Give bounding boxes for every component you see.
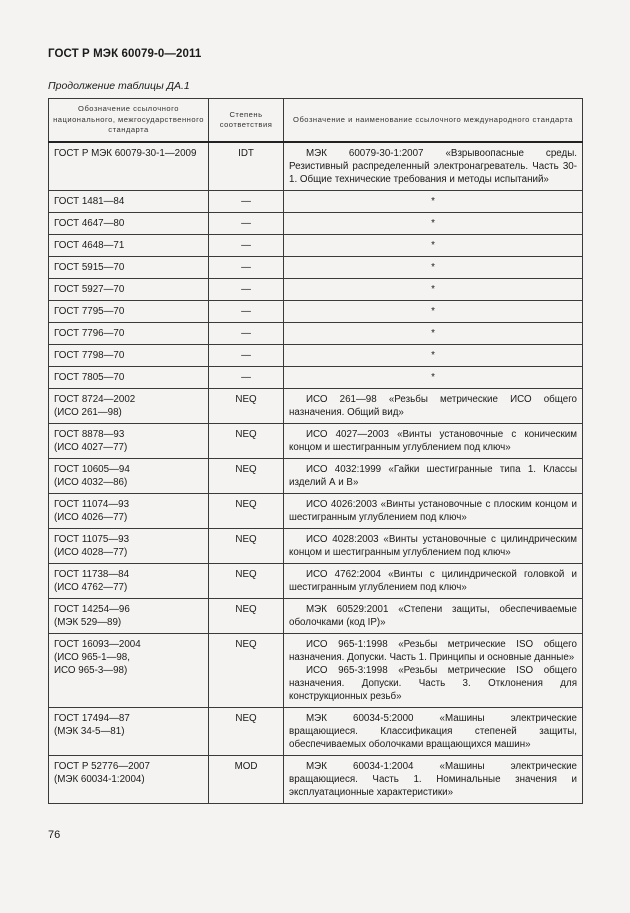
table-row: [49, 323, 583, 345]
table-continuation-caption: Продолжение таблицы ДА.1: [48, 80, 190, 92]
national-standard-line: ИСО 965-3—98): [54, 665, 128, 676]
national-standard-line: (МЭК 529—89): [54, 617, 122, 628]
national-standard-cell: [49, 323, 209, 345]
national-standard-cell: [49, 389, 209, 424]
national-standard-cell: [49, 564, 209, 599]
table-row: [49, 756, 583, 804]
national-standard-line: (ИСО 4028—77): [54, 547, 128, 558]
international-standard-text: ИСО 4026:2003 «Винты установочные с плоским концом и шестигранным углублением под ключ»: [289, 499, 577, 523]
national-standard-line: ГОСТ 8724—2002: [54, 394, 136, 405]
national-standard-cell: [49, 494, 209, 529]
international-standard-cell: [284, 424, 583, 459]
table-row: [49, 708, 583, 756]
national-standard-cell: [49, 301, 209, 323]
national-standard-line: (ИСО 4762—77): [54, 582, 128, 593]
table-row: [49, 459, 583, 494]
table-row: [49, 424, 583, 459]
national-standard-cell: [49, 213, 209, 235]
international-standard-text: *: [431, 218, 435, 229]
national-standard-line: ГОСТ 16093—2004: [54, 639, 141, 650]
table-row: [49, 367, 583, 389]
national-standard-line: (ИСО 4032—86): [54, 477, 128, 488]
national-standard-cell: [49, 367, 209, 389]
international-standard-text: *: [431, 350, 435, 361]
international-standard-cell: [284, 708, 583, 756]
international-standard-text: ИСО 965-1:1998 «Резьбы метрические ISO общего назначения. Допуски. Часть 1. Принципы и основные данные»: [289, 639, 577, 663]
table-row: [49, 389, 583, 424]
national-standard-line: ГОСТ 4648—71: [54, 240, 125, 251]
national-standard-line: (ИСО 261—98): [54, 407, 122, 418]
national-standard-line: ГОСТ 14254—96: [54, 604, 130, 615]
international-standard-cell: [284, 756, 583, 804]
table-row: [49, 257, 583, 279]
national-standard-cell: [49, 279, 209, 301]
degree-of-conformity-cell: NEQ: [209, 424, 284, 459]
degree-of-conformity-cell: NEQ: [209, 459, 284, 494]
international-standard-text: *: [431, 262, 435, 273]
national-standard-cell: [49, 529, 209, 564]
national-standard-cell: [49, 459, 209, 494]
national-standard-line: ГОСТ 11075—93: [54, 534, 130, 545]
degree-of-conformity-cell: NEQ: [209, 708, 284, 756]
national-standard-line: (ИСО 4026—77): [54, 512, 128, 523]
national-standard-line: ГОСТ 5927—70: [54, 284, 125, 295]
national-standard-line: ГОСТ 4647—80: [54, 218, 125, 229]
international-standard-cell: [284, 213, 583, 235]
national-standard-cell: [49, 756, 209, 804]
national-standard-line: ГОСТ 11074—93: [54, 499, 130, 510]
degree-of-conformity-cell: NEQ: [209, 389, 284, 424]
table-row: [49, 599, 583, 634]
international-standard-text: ИСО 261—98 «Резьбы метрические ИСО общего назначения. Общий вид»: [289, 394, 577, 418]
document-title: ГОСТ Р МЭК 60079-0—2011: [48, 48, 202, 60]
international-standard-cell: [284, 345, 583, 367]
column-header-degree: Степень соответствия: [209, 99, 284, 143]
national-standard-line: (МЭК 34-5—81): [54, 726, 125, 737]
table-row: [49, 564, 583, 599]
table-row: [49, 301, 583, 323]
international-standard-text: *: [431, 196, 435, 207]
national-standard-line: ГОСТ 7795—70: [54, 306, 125, 317]
table-row: [49, 279, 583, 301]
degree-of-conformity-cell: NEQ: [209, 599, 284, 634]
national-standard-cell: [49, 235, 209, 257]
national-standard-line: ГОСТ 1481—84: [54, 196, 125, 207]
national-standard-line: (ИСО 4027—77): [54, 442, 128, 453]
column-header-national: Обозначение ссылочного национального, межгосударственного стандарта: [49, 99, 209, 143]
references-table: [48, 98, 583, 804]
degree-of-conformity-cell: —: [209, 191, 284, 213]
national-standard-line: ГОСТ 5915—70: [54, 262, 125, 273]
international-standard-cell: [284, 599, 583, 634]
international-standard-text: *: [431, 372, 435, 383]
international-standard-cell: [284, 323, 583, 345]
national-standard-cell: [49, 257, 209, 279]
international-standard-text: ИСО 4027—2003 «Винты установочные с коническим концом и шестигранным углублением под ключ»: [289, 429, 577, 453]
table-body: [49, 142, 583, 804]
degree-of-conformity-cell: —: [209, 235, 284, 257]
table-header-row: [49, 99, 583, 143]
national-standard-line: ГОСТ 11738—84: [54, 569, 130, 580]
international-standard-text: ИСО 4028:2003 «Винты установочные с цилиндрическим концом и шестигранным углублением под ключ»: [289, 534, 577, 558]
degree-of-conformity-cell: —: [209, 301, 284, 323]
table-row: [49, 213, 583, 235]
international-standard-text: ИСО 4762:2004 «Винты с цилиндрической головкой и шестигранным углублением под ключ»: [289, 569, 577, 593]
degree-of-conformity-cell: NEQ: [209, 529, 284, 564]
table-row: [49, 494, 583, 529]
degree-of-conformity-cell: NEQ: [209, 634, 284, 708]
column-header-international: Обозначение и наименование ссылочного международного стандарта: [284, 99, 583, 143]
national-standard-cell: [49, 424, 209, 459]
international-standard-text: *: [431, 284, 435, 295]
degree-of-conformity-cell: MOD: [209, 756, 284, 804]
degree-of-conformity-cell: —: [209, 367, 284, 389]
table-row: [49, 529, 583, 564]
table-row: [49, 191, 583, 213]
international-standard-text: ИСО 965-3:1998 «Резьбы метрические ISO общего назначения. Допуски. Часть 3. Отклонения для конструкционных резьб»: [289, 665, 577, 702]
national-standard-line: ГОСТ Р МЭК 60079-30-1—2009: [54, 148, 197, 159]
national-standard-cell: [49, 191, 209, 213]
national-standard-line: ГОСТ 17494—87: [54, 713, 130, 724]
table-row: [49, 235, 583, 257]
national-standard-line: ГОСТ 10605—94: [54, 464, 130, 475]
international-standard-cell: [284, 529, 583, 564]
degree-of-conformity-cell: —: [209, 323, 284, 345]
degree-of-conformity-cell: —: [209, 345, 284, 367]
international-standard-cell: [284, 389, 583, 424]
international-standard-text: *: [431, 240, 435, 251]
degree-of-conformity-cell: —: [209, 257, 284, 279]
national-standard-cell: [49, 708, 209, 756]
international-standard-text: МЭК 60079-30-1:2007 «Взрывоопасные среды. Резистивный распределенный электронагреватель. Часть 30-1. Общие технические требования и методы испытаний»: [289, 148, 577, 185]
degree-of-conformity-cell: —: [209, 213, 284, 235]
international-standard-cell: [284, 634, 583, 708]
international-standard-cell: [284, 564, 583, 599]
national-standard-line: ГОСТ 8878—93: [54, 429, 125, 440]
international-standard-text: МЭК 60529:2001 «Степени защиты, обеспечиваемые оболочками (код IP)»: [289, 604, 577, 628]
degree-of-conformity-cell: IDT: [209, 142, 284, 191]
international-standard-text: *: [431, 306, 435, 317]
international-standard-cell: [284, 367, 583, 389]
international-standard-text: *: [431, 328, 435, 339]
national-standard-cell: [49, 142, 209, 191]
international-standard-cell: [284, 235, 583, 257]
national-standard-cell: [49, 599, 209, 634]
international-standard-cell: [284, 494, 583, 529]
international-standard-cell: [284, 142, 583, 191]
national-standard-line: ГОСТ 7805—70: [54, 372, 125, 383]
degree-of-conformity-cell: —: [209, 279, 284, 301]
international-standard-text: МЭК 60034-1:2004 «Машины электрические вращающиеся. Часть 1. Номинальные значения и эксплуатационные характеристики»: [289, 761, 577, 798]
national-standard-line: (МЭК 60034-1:2004): [54, 774, 145, 785]
degree-of-conformity-cell: NEQ: [209, 494, 284, 529]
national-standard-cell: [49, 634, 209, 708]
degree-of-conformity-cell: NEQ: [209, 564, 284, 599]
page-number: 76: [48, 829, 61, 841]
table-row: [49, 142, 583, 191]
international-standard-cell: [284, 301, 583, 323]
national-standard-line: ГОСТ 7798—70: [54, 350, 125, 361]
national-standard-line: ГОСТ 7796—70: [54, 328, 125, 339]
international-standard-cell: [284, 459, 583, 494]
table-row: [49, 345, 583, 367]
national-standard-line: (ИСО 965-1—98,: [54, 652, 130, 663]
national-standard-line: ГОСТ Р 52776—2007: [54, 761, 150, 772]
national-standard-cell: [49, 345, 209, 367]
international-standard-cell: [284, 279, 583, 301]
international-standard-text: МЭК 60034-5:2000 «Машины электрические вращающиеся. Классификация степеней защиты, обеспечиваемых оболочками вращающихся машин»: [289, 713, 577, 750]
international-standard-cell: [284, 191, 583, 213]
international-standard-text: ИСО 4032:1999 «Гайки шестигранные типа 1. Классы изделий А и В»: [289, 464, 577, 488]
table-row: [49, 634, 583, 708]
international-standard-cell: [284, 257, 583, 279]
